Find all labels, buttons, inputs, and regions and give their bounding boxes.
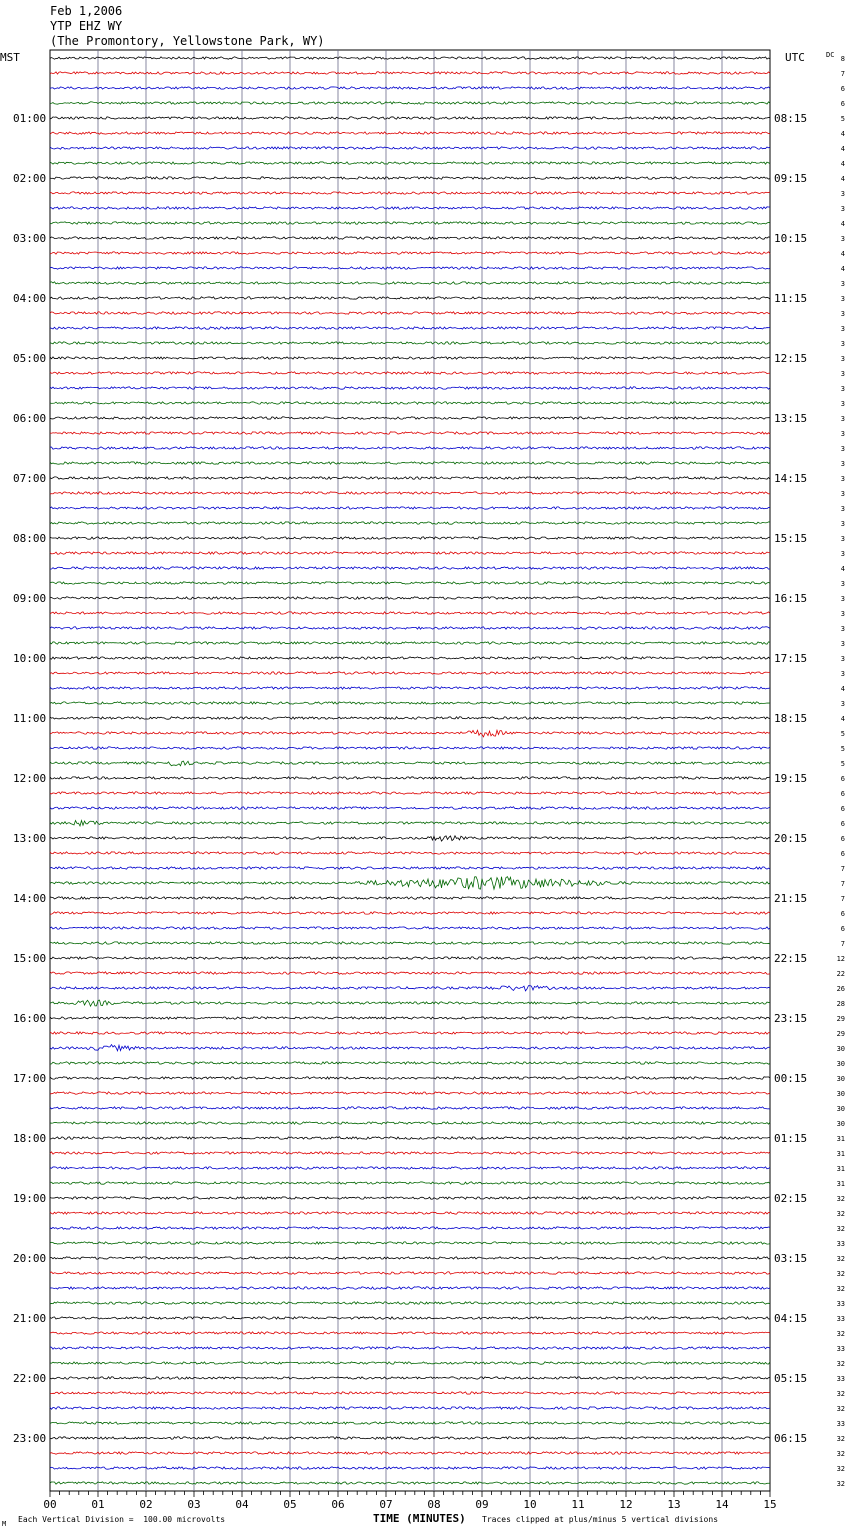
trace-21	[50, 372, 770, 374]
right-hour-label: 21:15	[774, 892, 808, 905]
right-hour-label: 11:15	[774, 292, 808, 305]
left-hour-label: 21:00	[13, 1312, 47, 1325]
dc-offset-label: 4	[840, 565, 845, 573]
left-hour-label: 19:00	[13, 1192, 47, 1205]
trace-55	[50, 877, 770, 890]
trace-16	[50, 297, 770, 299]
trace-42	[50, 687, 770, 689]
trace-58	[50, 927, 770, 929]
trace-86	[50, 1347, 770, 1349]
dc-offset-label: 3	[840, 580, 845, 588]
dc-offset-label: 4	[840, 685, 845, 693]
right-hour-label: 00:15	[774, 1072, 808, 1085]
left-hour-label: 14:00	[13, 892, 47, 905]
left-hour-label: 20:00	[13, 1252, 47, 1265]
right-hour-label: 18:15	[774, 712, 808, 725]
trace-65	[50, 1032, 770, 1034]
left-hour-label: 06:00	[13, 412, 47, 425]
right-hour-label: 17:15	[774, 652, 808, 665]
right-hour-label: 05:15	[774, 1372, 808, 1385]
x-tick-label: 12	[619, 1498, 633, 1511]
trace-17	[50, 312, 770, 314]
dc-offset-label: 32	[836, 1255, 845, 1263]
dc-offset-label: 3	[840, 445, 845, 453]
trace-72	[50, 1137, 770, 1139]
trace-8	[50, 177, 770, 179]
trace-22	[50, 387, 770, 389]
grid	[50, 50, 770, 1491]
dc-header-label: DC	[826, 51, 835, 59]
dc-offset-label: 30	[836, 1120, 845, 1128]
trace-94	[50, 1467, 770, 1469]
corner-mark: M	[2, 1520, 7, 1528]
trace-25	[50, 432, 770, 434]
trace-88	[50, 1377, 770, 1379]
trace-29	[50, 492, 770, 494]
dc-offset-label: 32	[836, 1435, 845, 1443]
trace-80	[50, 1257, 770, 1259]
date-label: Feb 1,2006	[50, 4, 123, 18]
trace-27	[50, 462, 770, 464]
trace-53	[50, 852, 770, 854]
dc-offset-label: 5	[840, 745, 845, 753]
trace-75	[50, 1182, 770, 1184]
trace-66	[50, 1045, 770, 1051]
left-hour-label: 04:00	[13, 292, 47, 305]
trace-71	[50, 1122, 770, 1124]
dc-offset-label: 32	[836, 1465, 845, 1473]
x-tick-label: 10	[523, 1498, 537, 1511]
trace-23	[50, 402, 770, 404]
dc-offset-label: 6	[840, 100, 845, 108]
dc-offset-label: 3	[840, 415, 845, 423]
x-tick-label: 09	[475, 1498, 489, 1511]
dc-offset-label: 3	[840, 520, 845, 528]
dc-offset-label: 7	[840, 880, 845, 888]
left-hour-label: 11:00	[13, 712, 47, 725]
trace-14	[50, 267, 770, 269]
right-hour-label: 04:15	[774, 1312, 808, 1325]
x-tick-label: 15	[763, 1498, 777, 1511]
trace-19	[50, 342, 770, 344]
trace-93	[50, 1452, 770, 1454]
trace-92	[50, 1437, 770, 1439]
dc-offset-label: 33	[836, 1315, 845, 1323]
dc-offset-label: 3	[840, 430, 845, 438]
dc-offset-label: 32	[836, 1225, 845, 1233]
dc-offset-label: 6	[840, 790, 845, 798]
trace-10	[50, 207, 770, 209]
dc-offset-label: 6	[840, 835, 845, 843]
dc-offset-label: 33	[836, 1375, 845, 1383]
dc-offset-label: 7	[840, 865, 845, 873]
dc-offset-label: 4	[840, 175, 845, 183]
dc-offset-label: 8	[840, 55, 845, 63]
left-hour-label: 08:00	[13, 532, 47, 545]
right-hour-label: 08:15	[774, 112, 808, 125]
dc-offset-label: 12	[836, 955, 845, 963]
dc-offset-label: 4	[840, 130, 845, 138]
trace-52	[50, 836, 770, 841]
dc-offset-label: 3	[840, 355, 845, 363]
dc-offset-label: 32	[836, 1360, 845, 1368]
trace-69	[50, 1092, 770, 1094]
trace-91	[50, 1422, 770, 1424]
right-hour-label: 14:15	[774, 472, 808, 485]
dc-offset-label: 33	[836, 1300, 845, 1308]
trace-31	[50, 522, 770, 524]
dc-offset-label: 32	[836, 1480, 845, 1488]
dc-offset-label: 30	[836, 1045, 845, 1053]
dc-offset-label: 7	[840, 940, 845, 948]
dc-offset-label: 3	[840, 550, 845, 558]
x-tick-label: 00	[43, 1498, 57, 1511]
trace-57	[50, 912, 770, 914]
clip-note: Traces clipped at plus/minus 5 vertical divisions	[482, 1515, 719, 1524]
trace-73	[50, 1152, 770, 1154]
dc-offset-label: 5	[840, 760, 845, 768]
trace-82	[50, 1287, 770, 1289]
dc-offset-label: 6	[840, 910, 845, 918]
trace-36	[50, 597, 770, 599]
trace-84	[50, 1317, 770, 1319]
left-hour-label: 13:00	[13, 832, 47, 845]
dc-offset-label: 3	[840, 460, 845, 468]
dc-offset-label: 31	[836, 1180, 845, 1188]
right-hour-label: 13:15	[774, 412, 808, 425]
dc-offset-label: 29	[836, 1015, 845, 1023]
trace-81	[50, 1272, 770, 1274]
trace-43	[50, 702, 770, 704]
trace-6	[50, 147, 770, 149]
x-axis-title: TIME (MINUTES)	[373, 1512, 466, 1525]
trace-5	[50, 132, 770, 134]
dc-offset-label: 4	[840, 160, 845, 168]
scale-note: Each Vertical Division = 100.00 microvolts	[18, 1515, 226, 1524]
dc-offset-label: 33	[836, 1345, 845, 1353]
trace-13	[50, 252, 770, 254]
trace-15	[50, 282, 770, 284]
dc-offset-label: 29	[836, 1030, 845, 1038]
left-hour-label: 07:00	[13, 472, 47, 485]
dc-offset-label: 4	[840, 715, 845, 723]
trace-56	[50, 897, 770, 899]
dc-offset-label: 32	[836, 1405, 845, 1413]
dc-offset-label: 6	[840, 925, 845, 933]
dc-offset-label: 3	[840, 295, 845, 303]
right-hour-label: 19:15	[774, 772, 808, 785]
plot-frame	[50, 50, 770, 1491]
trace-37	[50, 612, 770, 614]
dc-offset-label: 3	[840, 505, 845, 513]
trace-59	[50, 942, 770, 944]
trace-46	[50, 747, 770, 749]
trace-30	[50, 507, 770, 509]
right-hour-label: 15:15	[774, 532, 808, 545]
trace-34	[50, 567, 770, 569]
left-hour-label: 12:00	[13, 772, 47, 785]
trace-40	[50, 657, 770, 659]
right-hour-label: 16:15	[774, 592, 808, 605]
right-hour-label: 03:15	[774, 1252, 808, 1265]
trace-45	[50, 730, 770, 737]
dc-offset-label: 22	[836, 970, 845, 978]
dc-offset-label: 3	[840, 205, 845, 213]
right-hour-label: 06:15	[774, 1432, 808, 1445]
dc-offset-label: 3	[840, 280, 845, 288]
right-hour-label: 09:15	[774, 172, 808, 185]
dc-offset-label: 4	[840, 250, 845, 258]
x-axis	[43, 1491, 776, 1511]
trace-68	[50, 1077, 770, 1079]
trace-9	[50, 192, 770, 194]
dc-offset-label: 3	[840, 325, 845, 333]
dc-offset-label: 3	[840, 385, 845, 393]
dc-offset-label: 3	[840, 535, 845, 543]
trace-51	[50, 820, 770, 825]
left-hour-label: 05:00	[13, 352, 47, 365]
traces	[50, 57, 770, 1484]
dc-offset-label: 32	[836, 1390, 845, 1398]
trace-33	[50, 552, 770, 554]
left-hour-label: 16:00	[13, 1012, 47, 1025]
x-tick-label: 08	[427, 1498, 441, 1511]
right-hour-label: 01:15	[774, 1132, 808, 1145]
right-hour-label: 10:15	[774, 232, 808, 245]
dc-offset-label: 6	[840, 850, 845, 858]
x-tick-label: 13	[667, 1498, 681, 1511]
trace-67	[50, 1062, 770, 1064]
dc-offset-label: 32	[836, 1270, 845, 1278]
dc-offset-label: 30	[836, 1060, 845, 1068]
dc-offset-label: 5	[840, 115, 845, 123]
dc-offset-label: 3	[840, 700, 845, 708]
trace-39	[50, 642, 770, 644]
trace-0	[50, 57, 770, 59]
dc-offset-label: 30	[836, 1105, 845, 1113]
dc-offset-label: 6	[840, 805, 845, 813]
dc-offset-label: 33	[836, 1240, 845, 1248]
right-hour-label: 12:15	[774, 352, 808, 365]
trace-38	[50, 627, 770, 629]
x-tick-label: 14	[715, 1498, 729, 1511]
trace-61	[50, 972, 770, 974]
dc-offset-label: 4	[840, 145, 845, 153]
trace-50	[50, 807, 770, 809]
x-tick-label: 04	[235, 1498, 249, 1511]
left-hour-label: 23:00	[13, 1432, 47, 1445]
trace-28	[50, 477, 770, 479]
dc-offset-label: 32	[836, 1330, 845, 1338]
dc-offset-label: 30	[836, 1090, 845, 1098]
left-axis-label: MST	[0, 51, 20, 64]
dc-offset-label: 30	[836, 1075, 845, 1083]
dc-offset-label: 28	[836, 1000, 845, 1008]
trace-32	[50, 537, 770, 539]
dc-offset-label: 26	[836, 985, 845, 993]
trace-77	[50, 1212, 770, 1214]
trace-35	[50, 582, 770, 584]
dc-offset-label: 32	[836, 1285, 845, 1293]
dc-offset-label: 4	[840, 220, 845, 228]
trace-64	[50, 1017, 770, 1019]
left-hour-label: 10:00	[13, 652, 47, 665]
dc-offset-label: 31	[836, 1135, 845, 1143]
trace-48	[50, 777, 770, 779]
left-hour-label: 15:00	[13, 952, 47, 965]
left-hour-label: 18:00	[13, 1132, 47, 1145]
trace-7	[50, 162, 770, 164]
trace-74	[50, 1167, 770, 1169]
trace-78	[50, 1227, 770, 1229]
trace-63	[50, 1000, 770, 1006]
left-hour-label: 09:00	[13, 592, 47, 605]
dc-offset-label: 3	[840, 670, 845, 678]
location-label: (The Promontory, Yellowstone Park, WY)	[50, 34, 325, 48]
trace-2	[50, 87, 770, 89]
dc-offset-label: 3	[840, 340, 845, 348]
trace-49	[50, 792, 770, 794]
dc-offset-label: 3	[840, 475, 845, 483]
right-hour-label: 02:15	[774, 1192, 808, 1205]
left-hour-label: 03:00	[13, 232, 47, 245]
trace-76	[50, 1197, 770, 1199]
trace-26	[50, 447, 770, 449]
trace-20	[50, 357, 770, 359]
trace-62	[50, 986, 770, 991]
trace-1	[50, 72, 770, 74]
trace-60	[50, 957, 770, 959]
trace-83	[50, 1302, 770, 1304]
trace-24	[50, 417, 770, 419]
dc-offset-label: 3	[840, 235, 845, 243]
trace-85	[50, 1332, 770, 1334]
trace-54	[50, 867, 770, 869]
x-tick-label: 01	[91, 1498, 105, 1511]
trace-3	[50, 102, 770, 104]
dc-offset-label: 3	[840, 190, 845, 198]
trace-95	[50, 1482, 770, 1484]
trace-70	[50, 1107, 770, 1109]
dc-offset-label: 3	[840, 310, 845, 318]
dc-offset-label: 6	[840, 775, 845, 783]
dc-offset-label: 3	[840, 490, 845, 498]
dc-offset-label: 6	[840, 85, 845, 93]
trace-79	[50, 1242, 770, 1244]
trace-47	[50, 761, 770, 766]
dc-offset-label: 5	[840, 730, 845, 738]
dc-offset-label: 3	[840, 400, 845, 408]
dc-offset-label: 3	[840, 655, 845, 663]
dc-offset-label: 3	[840, 595, 845, 603]
dc-offset-label: 33	[836, 1420, 845, 1428]
dc-offset-label: 7	[840, 895, 845, 903]
left-hour-label: 22:00	[13, 1372, 47, 1385]
dc-offset-label: 4	[840, 265, 845, 273]
trace-89	[50, 1392, 770, 1394]
dc-offset-label: 7	[840, 70, 845, 78]
x-tick-label: 05	[283, 1498, 297, 1511]
dc-offset-label: 31	[836, 1150, 845, 1158]
dc-offset-label: 32	[836, 1195, 845, 1203]
left-hour-label: 17:00	[13, 1072, 47, 1085]
dc-offset-label: 3	[840, 625, 845, 633]
left-hour-label: 02:00	[13, 172, 47, 185]
trace-44	[50, 717, 770, 719]
dc-offset-label: 32	[836, 1450, 845, 1458]
right-hour-label: 22:15	[774, 952, 808, 965]
x-tick-label: 06	[331, 1498, 345, 1511]
dc-offset-label: 32	[836, 1210, 845, 1218]
left-hour-label: 01:00	[13, 112, 47, 125]
dc-offset-label: 3	[840, 610, 845, 618]
trace-11	[50, 222, 770, 224]
x-tick-label: 11	[571, 1498, 585, 1511]
trace-12	[50, 237, 770, 239]
right-hour-label: 20:15	[774, 832, 808, 845]
dc-offset-label: 3	[840, 640, 845, 648]
dc-offset-label: 31	[836, 1165, 845, 1173]
right-axis-label: UTC	[785, 51, 805, 64]
trace-87	[50, 1362, 770, 1364]
trace-18	[50, 327, 770, 329]
station-label: YTP EHZ WY	[50, 19, 123, 33]
trace-4	[50, 117, 770, 119]
x-tick-label: 03	[187, 1498, 201, 1511]
trace-41	[50, 672, 770, 674]
dc-offset-label: 6	[840, 820, 845, 828]
dc-offset-label: 3	[840, 370, 845, 378]
trace-90	[50, 1407, 770, 1409]
right-hour-label: 23:15	[774, 1012, 808, 1025]
x-tick-label: 07	[379, 1498, 393, 1511]
x-tick-label: 02	[139, 1498, 153, 1511]
